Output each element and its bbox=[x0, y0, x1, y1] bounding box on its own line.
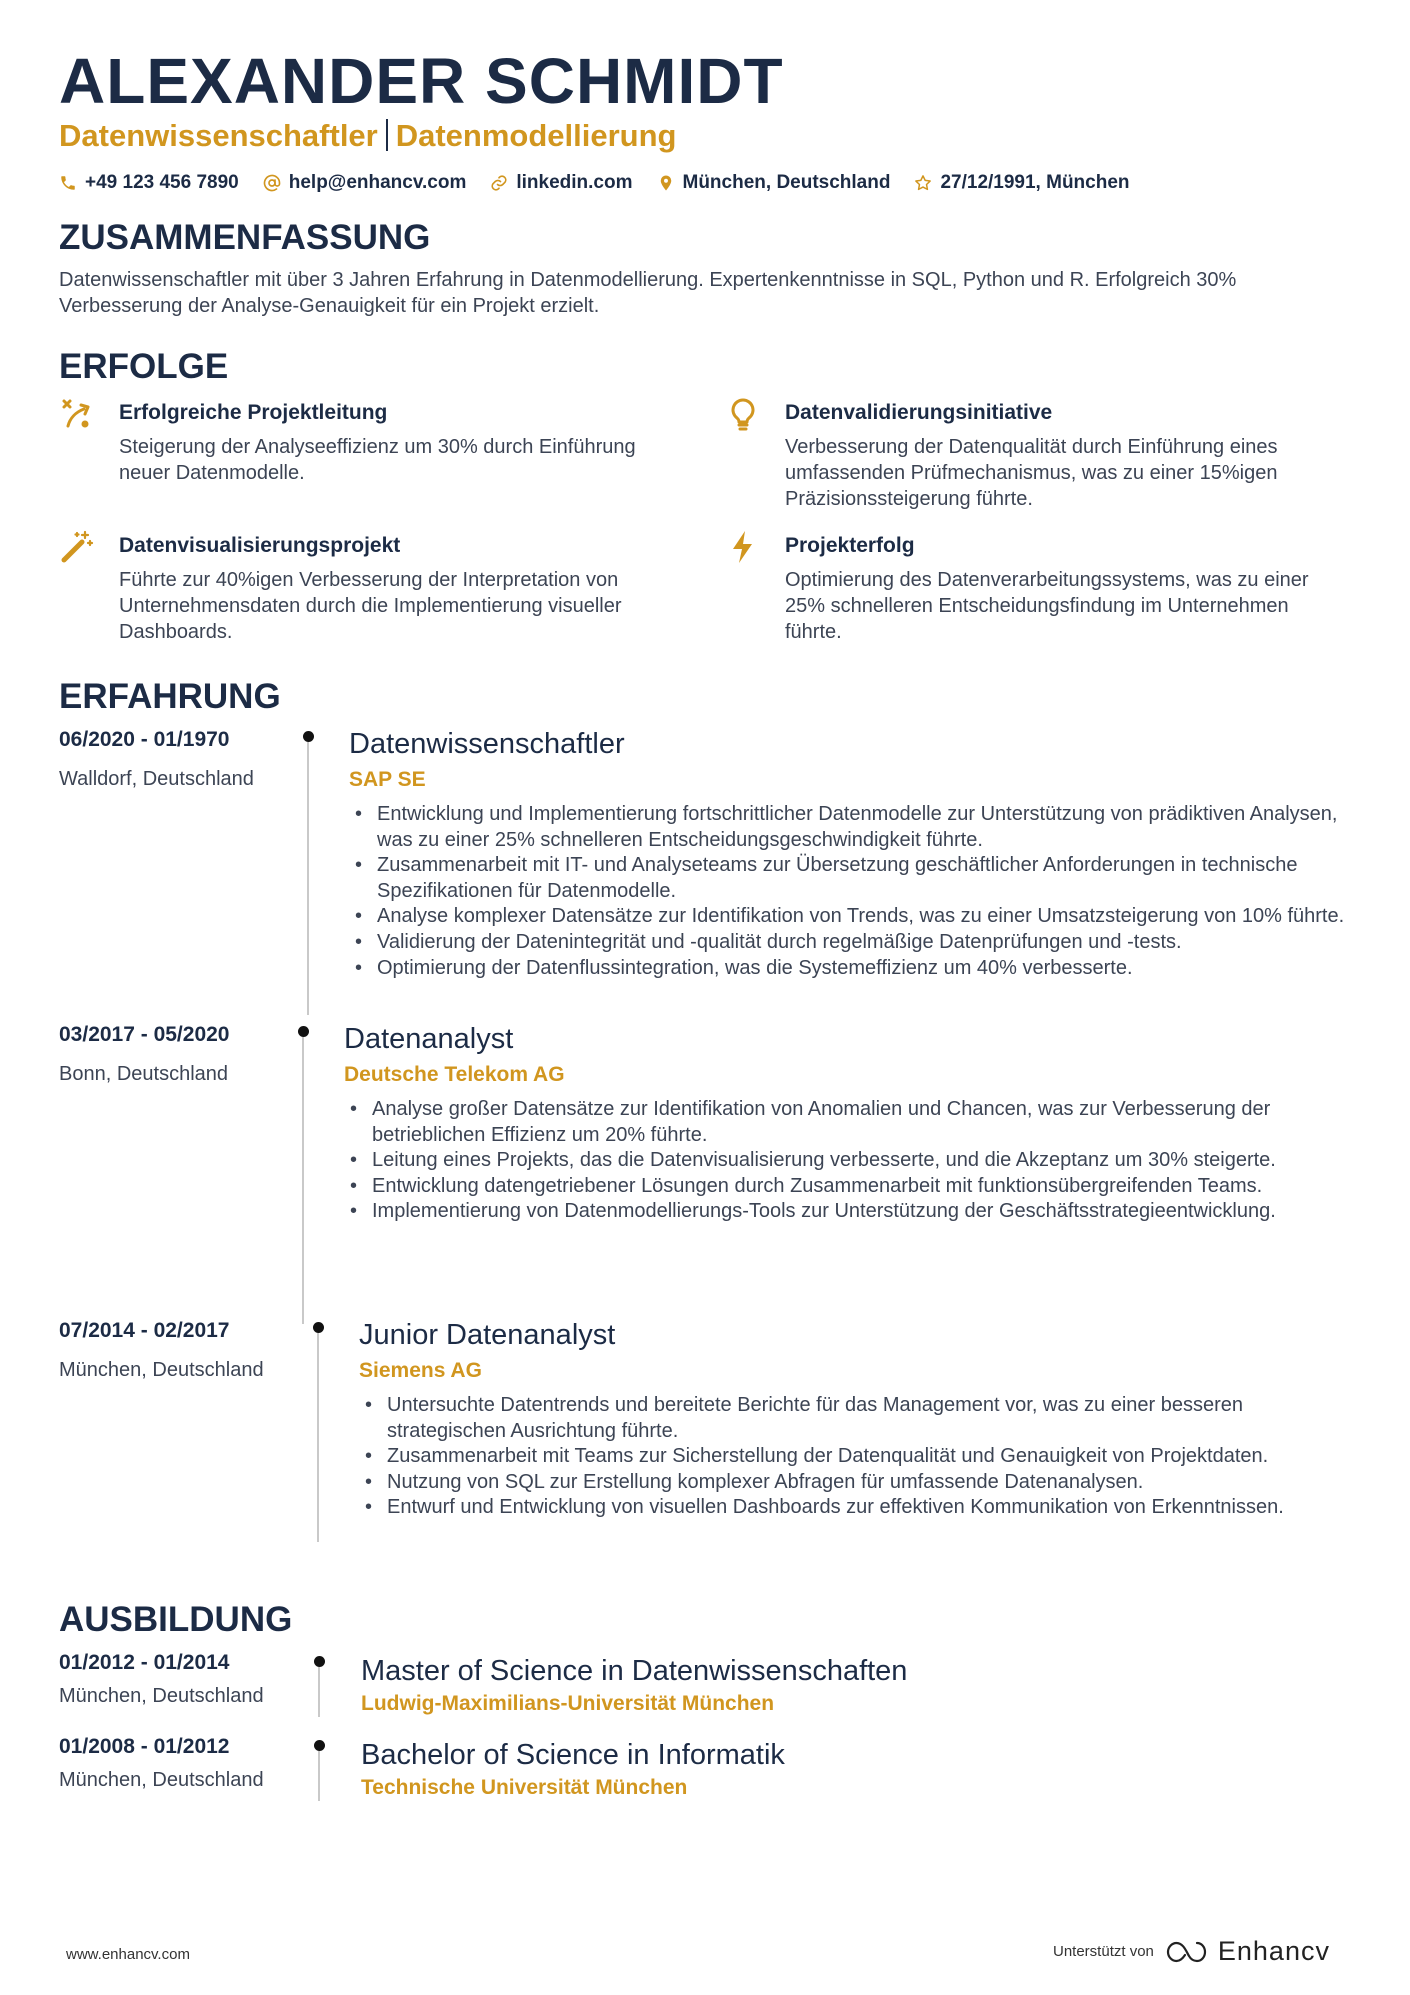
title-part-2: Datenmodellierung bbox=[395, 118, 677, 153]
experience-bullets bbox=[349, 802, 1359, 981]
footer-website-link[interactable]: www.enhancv.com bbox=[66, 1946, 190, 1963]
experience-bullet: • Optimierung der Datenflussintegration, was die Systemeffizienz um 40% verbesserte. bbox=[349, 956, 1359, 982]
enhancv-brand-text: Enhancv bbox=[1217, 1936, 1330, 1966]
timeline-line bbox=[302, 1037, 304, 1324]
contact-birth-text: 27/12/1991, München bbox=[940, 172, 1130, 193]
experience-bullets bbox=[359, 1393, 1364, 1521]
experience-role: Junior Datenanalyst bbox=[359, 1319, 616, 1351]
achievement-title: Projekterfolg bbox=[785, 534, 915, 557]
strategy-icon bbox=[59, 396, 95, 432]
achievement-description: Verbesserung der Datenqualität durch Einführung eines umfassenden Prüfmechanismus, was zu einer 15%igen Präzisionssteigerung führte. bbox=[785, 436, 1278, 510]
experience-company: Deutsche Telekom AG bbox=[344, 1063, 565, 1086]
contact-location-text: München, Deutschland bbox=[682, 172, 891, 193]
experience-bullet: • Entwicklung und Implementierung fortschrittlicher Datenmodelle zur Unterstützung von prädiktiven Analysen, was zu einer 25% schnelleren Entscheidungsgeschwindigkeit führte. bbox=[349, 802, 1359, 853]
timeline-dot bbox=[313, 1322, 324, 1333]
achievement-title: Erfolgreiche Projektleitung bbox=[119, 401, 388, 424]
education-heading: AUSBILDUNG bbox=[59, 1600, 293, 1639]
experience-bullets bbox=[344, 1097, 1354, 1225]
education-school: Technische Universität München bbox=[361, 1776, 688, 1799]
education-degree: Bachelor of Science in Informatik bbox=[361, 1739, 785, 1771]
experience-location: Walldorf, Deutschland bbox=[59, 768, 254, 790]
experience-dates: 07/2014 - 02/2017 bbox=[59, 1319, 230, 1342]
timeline-line bbox=[317, 1333, 319, 1542]
achievements-heading: ERFOLGE bbox=[59, 347, 229, 386]
experience-dates: 06/2020 - 01/1970 bbox=[59, 728, 230, 751]
experience-bullet: • Entwicklung datengetriebener Lösungen durch Zusammenarbeit mit funktionsübergreifenden Teams. bbox=[344, 1174, 1354, 1200]
education-location: München, Deutschland bbox=[59, 1769, 264, 1791]
achievement-title: Datenvisualisierungsprojekt bbox=[119, 534, 401, 557]
experience-bullet: • Nutzung von SQL zur Erstellung komplexer Abfragen für umfassende Datenanalysen. bbox=[359, 1470, 1364, 1496]
summary-heading: ZUSAMMENFASSUNG bbox=[59, 218, 431, 257]
education-dates: 01/2012 - 01/2014 bbox=[59, 1651, 230, 1674]
phone-icon bbox=[59, 174, 77, 192]
contact-location bbox=[657, 172, 891, 194]
timeline-line bbox=[318, 1751, 320, 1801]
at-icon bbox=[263, 174, 281, 192]
timeline-line bbox=[318, 1667, 320, 1717]
contact-email-text: help@enhancv.com bbox=[288, 172, 467, 193]
experience-bullet: • Zusammenarbeit mit IT- und Analyseteams zur Übersetzung geschäftlicher Anforderungen in technische Spezifikationen für Datenmodelle. bbox=[349, 853, 1359, 904]
footer-powered-by: Unterstützt von bbox=[1053, 1943, 1154, 1960]
achievement-title: Datenvalidierungsinitiative bbox=[785, 401, 1053, 424]
experience-bullet: • Analyse komplexer Datensätze zur Identifikation von Trends, was zu einer Umsatzsteigerung von 10% führte. bbox=[349, 904, 1359, 930]
footer-branding[interactable] bbox=[1053, 1936, 1330, 1967]
magic-wand-icon bbox=[59, 529, 95, 565]
link-icon bbox=[490, 174, 508, 192]
location-icon bbox=[657, 174, 675, 192]
timeline-dot bbox=[314, 1656, 325, 1667]
star-icon bbox=[914, 174, 932, 192]
title-part-1: Datenwissenschaftler bbox=[59, 118, 378, 153]
contact-birth bbox=[914, 172, 1129, 194]
enhancv-logo-icon bbox=[1166, 1940, 1210, 1964]
experience-heading: ERFAHRUNG bbox=[59, 677, 281, 716]
education-degree: Master of Science in Datenwissenschaften bbox=[361, 1655, 908, 1687]
timeline-dot bbox=[298, 1026, 309, 1037]
experience-bullet: • Implementierung von Datenmodellierungs-Tools zur Unterstützung der Geschäftsstrategieentwicklung. bbox=[344, 1199, 1354, 1225]
experience-dates: 03/2017 - 05/2020 bbox=[59, 1023, 230, 1046]
experience-role: Datenanalyst bbox=[344, 1023, 514, 1055]
experience-bullet: • Zusammenarbeit mit Teams zur Sicherstellung der Datenqualität und Genauigkeit von Projektdaten. bbox=[359, 1444, 1364, 1470]
contact-phone[interactable] bbox=[59, 172, 239, 194]
summary-text: Datenwissenschaftler mit über 3 Jahren Erfahrung in Datenmodellierung. Expertenkenntnisse in SQL, Python und R. Erfolgreich 30% Verbesserung der Analyse-Genauigkeit für ein Projekt erzielt. bbox=[59, 269, 1237, 317]
experience-role: Datenwissenschaftler bbox=[349, 728, 625, 760]
education-school: Ludwig-Maximilians-Universität München bbox=[361, 1692, 775, 1715]
contact-phone-text: +49 123 456 7890 bbox=[85, 172, 239, 193]
timeline-line bbox=[307, 742, 309, 1015]
experience-bullet: • Validierung der Datenintegrität und -qualität durch regelmäßige Datenprüfungen und -tests. bbox=[349, 930, 1359, 956]
contact-linkedin-text: linkedin.com bbox=[516, 172, 633, 193]
title-separator bbox=[386, 119, 388, 151]
experience-location: Bonn, Deutschland bbox=[59, 1063, 229, 1085]
achievement-description: Steigerung der Analyseeffizienz um 30% durch Einführung neuer Datenmodelle. bbox=[119, 436, 636, 484]
timeline-dot bbox=[314, 1740, 325, 1751]
lightbulb-icon bbox=[725, 396, 761, 432]
candidate-title bbox=[59, 116, 677, 156]
achievement-description: Führte zur 40%igen Verbesserung der Interpretation von Unternehmensdaten durch die Implementierung visueller Dashboards. bbox=[119, 569, 622, 643]
experience-bullet: • Leitung eines Projekts, das die Datenvisualisierung verbesserte, und die Akzeptanz um 30% steigerte. bbox=[344, 1148, 1354, 1174]
experience-location: München, Deutschland bbox=[59, 1359, 264, 1381]
achievement-description: Optimierung des Datenverarbeitungssystems, was zu einer 25% schnelleren Entscheidungsfindung im Unternehmen führte. bbox=[785, 569, 1309, 643]
experience-company: SAP SE bbox=[349, 768, 426, 791]
contact-bar bbox=[59, 170, 1130, 196]
education-location: München, Deutschland bbox=[59, 1685, 264, 1707]
contact-linkedin[interactable] bbox=[490, 172, 632, 194]
lightning-icon bbox=[725, 529, 761, 565]
enhancv-logo bbox=[1166, 1936, 1330, 1967]
contact-email[interactable] bbox=[263, 172, 467, 194]
education-dates: 01/2008 - 01/2012 bbox=[59, 1735, 230, 1758]
experience-bullet: • Untersuchte Datentrends und bereitete Berichte für das Management vor, was zu einer besseren strategischen Ausrichtung führte. bbox=[359, 1393, 1364, 1444]
timeline-dot bbox=[303, 731, 314, 742]
candidate-name: ALEXANDER SCHMIDT bbox=[59, 45, 784, 117]
experience-bullet: • Analyse großer Datensätze zur Identifikation von Anomalien und Chancen, was zur Verbesserung der betrieblichen Effizienz um 20% führte. bbox=[344, 1097, 1354, 1148]
experience-bullet: • Entwurf und Entwicklung von visuellen Dashboards zur effektiven Kommunikation von Erkenntnissen. bbox=[359, 1495, 1364, 1521]
experience-company: Siemens AG bbox=[359, 1359, 482, 1382]
